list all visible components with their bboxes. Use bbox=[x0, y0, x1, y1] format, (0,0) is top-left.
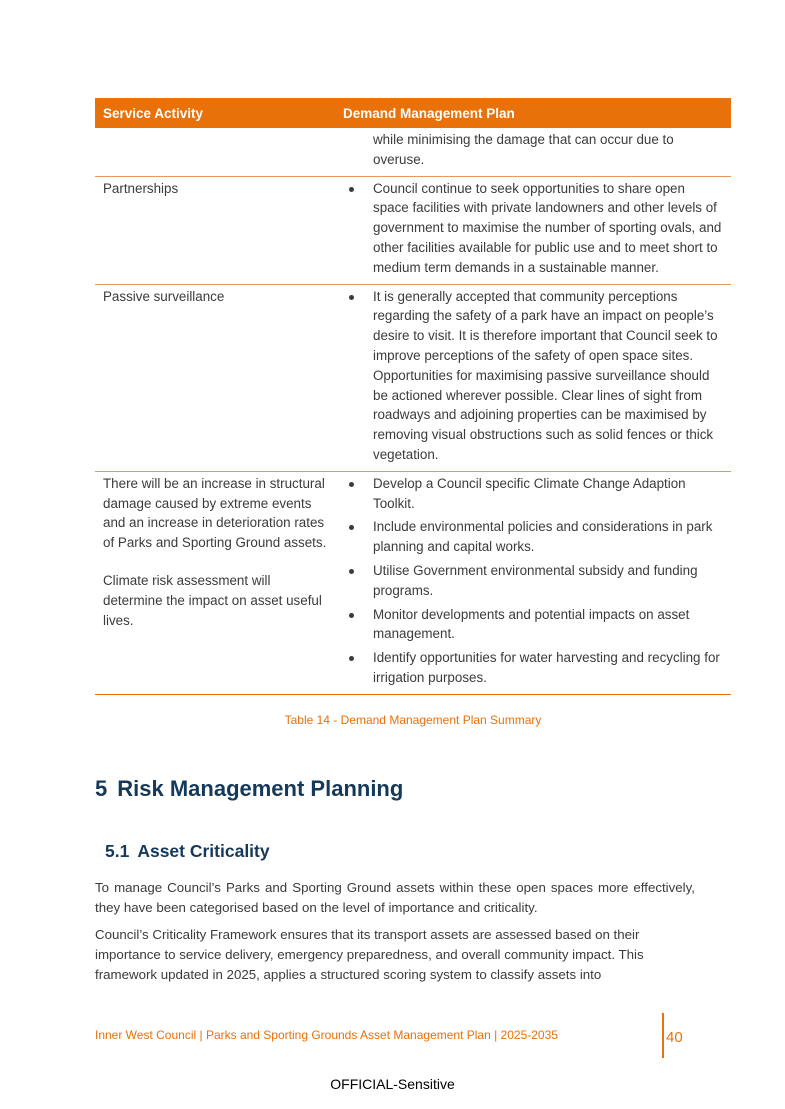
activity-text: There will be an increase in structural damage caused by extreme events and an increase in deterioration rates of Parks and Sporting Ground assets. bbox=[103, 475, 327, 551]
table-header-row bbox=[95, 98, 731, 128]
activity-cell bbox=[95, 284, 335, 471]
list-item-text: It is generally accepted that community perceptions regarding the safety of a park have an impact on people’s desire to visit. It is therefore important that Council seek to improve perceptions of the safety of open space sites. Opportunities for maximising passive surveillance should be actioned wherever possible. Clear lines of sight from roadways and adjoining properties can be maximised by removing visual obstructions such as solid fences or thick vegetation. bbox=[373, 288, 718, 462]
list-item bbox=[343, 287, 723, 465]
bullet-icon bbox=[349, 482, 354, 487]
section-title: Risk Management Planning bbox=[117, 776, 404, 801]
header-service-activity: Service Activity bbox=[95, 98, 335, 128]
table-row bbox=[95, 128, 731, 176]
footer-divider bbox=[662, 1013, 664, 1058]
table-caption: Table 14 - Demand Management Plan Summary bbox=[284, 713, 542, 727]
table-row bbox=[95, 471, 731, 694]
bullet-icon bbox=[349, 295, 354, 300]
empty-activity-cell bbox=[95, 128, 335, 176]
activity-text: Passive surveillance bbox=[103, 288, 225, 304]
list-item bbox=[343, 605, 723, 645]
list-item-text: Utilise Government environmental subsidy and funding programs. bbox=[373, 562, 698, 598]
plan-cell bbox=[335, 471, 731, 694]
plan-list bbox=[343, 179, 723, 278]
list-item bbox=[343, 517, 723, 557]
section-number: 5 bbox=[95, 776, 108, 801]
bullet-icon bbox=[349, 187, 354, 192]
plan-cell bbox=[335, 128, 731, 176]
demand-management-table-wrapper bbox=[95, 98, 731, 695]
footer-document-title: Inner West Council | Parks and Sporting Grounds Asset Management Plan | 2025-2035 bbox=[95, 1028, 558, 1042]
continuation-text: while minimising the damage that can occur due to overuse. bbox=[373, 132, 674, 167]
activity-cell bbox=[95, 471, 335, 694]
plan-cell bbox=[335, 176, 731, 284]
list-item-text: Develop a Council specific Climate Change Adaption Toolkit. bbox=[373, 475, 686, 511]
section-heading bbox=[95, 776, 403, 802]
plan-list bbox=[343, 474, 723, 688]
table-row bbox=[95, 176, 731, 284]
bullet-icon bbox=[349, 613, 354, 618]
security-classification: OFFICIAL-Sensitive bbox=[330, 1076, 455, 1092]
list-item-text: Include environmental policies and considerations in park planning and capital works. bbox=[373, 519, 713, 555]
subsection-heading bbox=[105, 841, 270, 862]
subsection-title: Asset Criticality bbox=[137, 841, 270, 861]
list-item-text: Monitor developments and potential impacts on asset management. bbox=[373, 606, 690, 642]
demand-management-table bbox=[95, 98, 731, 695]
list-item bbox=[343, 474, 723, 514]
table-row bbox=[95, 284, 731, 471]
list-item-text: Identify opportunities for water harvesting and recycling for irrigation purposes. bbox=[373, 650, 720, 685]
body-paragraph: To manage Council’s Parks and Sporting Ground assets within these open spaces more effectively, they have been categorised based on the level of importance and criticality. bbox=[95, 880, 695, 915]
activity-text-secondary: Climate risk assessment will determine the impact on asset useful lives. bbox=[103, 572, 322, 628]
subsection-number: 5.1 bbox=[105, 841, 130, 861]
bullet-icon bbox=[349, 569, 354, 574]
header-demand-management-plan: Demand Management Plan bbox=[335, 98, 731, 128]
body-paragraph: Council’s Criticality Framework ensures that its transport assets are assessed based on their importance to service delivery, emergency preparedness, and overall community impact. This framework updated in 2025, applies a structured scoring system to classify assets into bbox=[95, 927, 644, 982]
activity-text: Partnerships bbox=[103, 180, 179, 196]
bullet-icon bbox=[349, 656, 354, 661]
page-number: 40 bbox=[666, 1029, 683, 1046]
bullet-icon bbox=[349, 525, 354, 530]
plan-cell bbox=[335, 284, 731, 471]
activity-cell bbox=[95, 176, 335, 284]
list-item bbox=[343, 648, 723, 688]
list-item bbox=[343, 561, 723, 601]
list-item-text: Council continue to seek opportunities to share open space facilities with private landowners and other levels of government to maximise the number of sporting ovals, and other facilities available for public use and to meet short to medium term demands in a sustainable manner. bbox=[373, 180, 722, 275]
list-item bbox=[343, 179, 723, 278]
plan-list bbox=[343, 287, 723, 465]
